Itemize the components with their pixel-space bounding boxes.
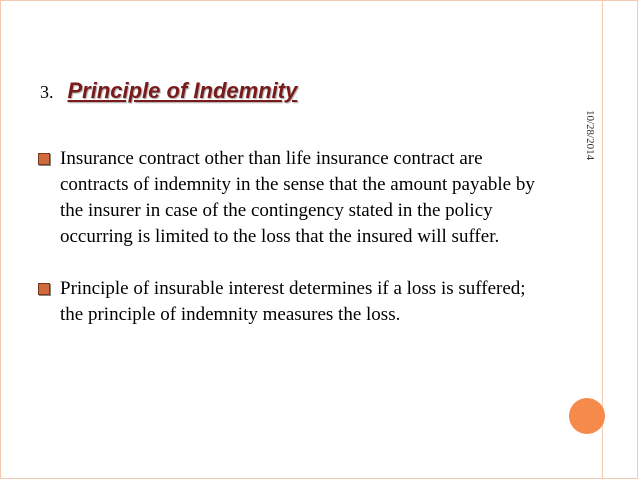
slide-title: Principle of Indemnity (67, 78, 298, 103)
square-bullet-icon (38, 153, 50, 165)
bullet-text: Insurance contract other than life insurance contract are contracts of indemnity in the sense that the amount payable by the insurer in case of the contingency stated in the policy occurring is limited to the loss that the insured will suffer. (60, 148, 535, 247)
square-bullet-icon (38, 283, 50, 295)
bullet-text: Principle of insurable interest determines if a loss is suffered; the principle of indemnity measures the loss. (60, 278, 526, 325)
slide-heading (40, 78, 297, 104)
bullet-list (38, 146, 538, 354)
decorative-circle (569, 398, 605, 434)
list-item (38, 146, 538, 250)
slide-date: 10/28/2014 (584, 110, 596, 161)
heading-number: 3. (40, 82, 54, 102)
list-item (38, 276, 538, 328)
